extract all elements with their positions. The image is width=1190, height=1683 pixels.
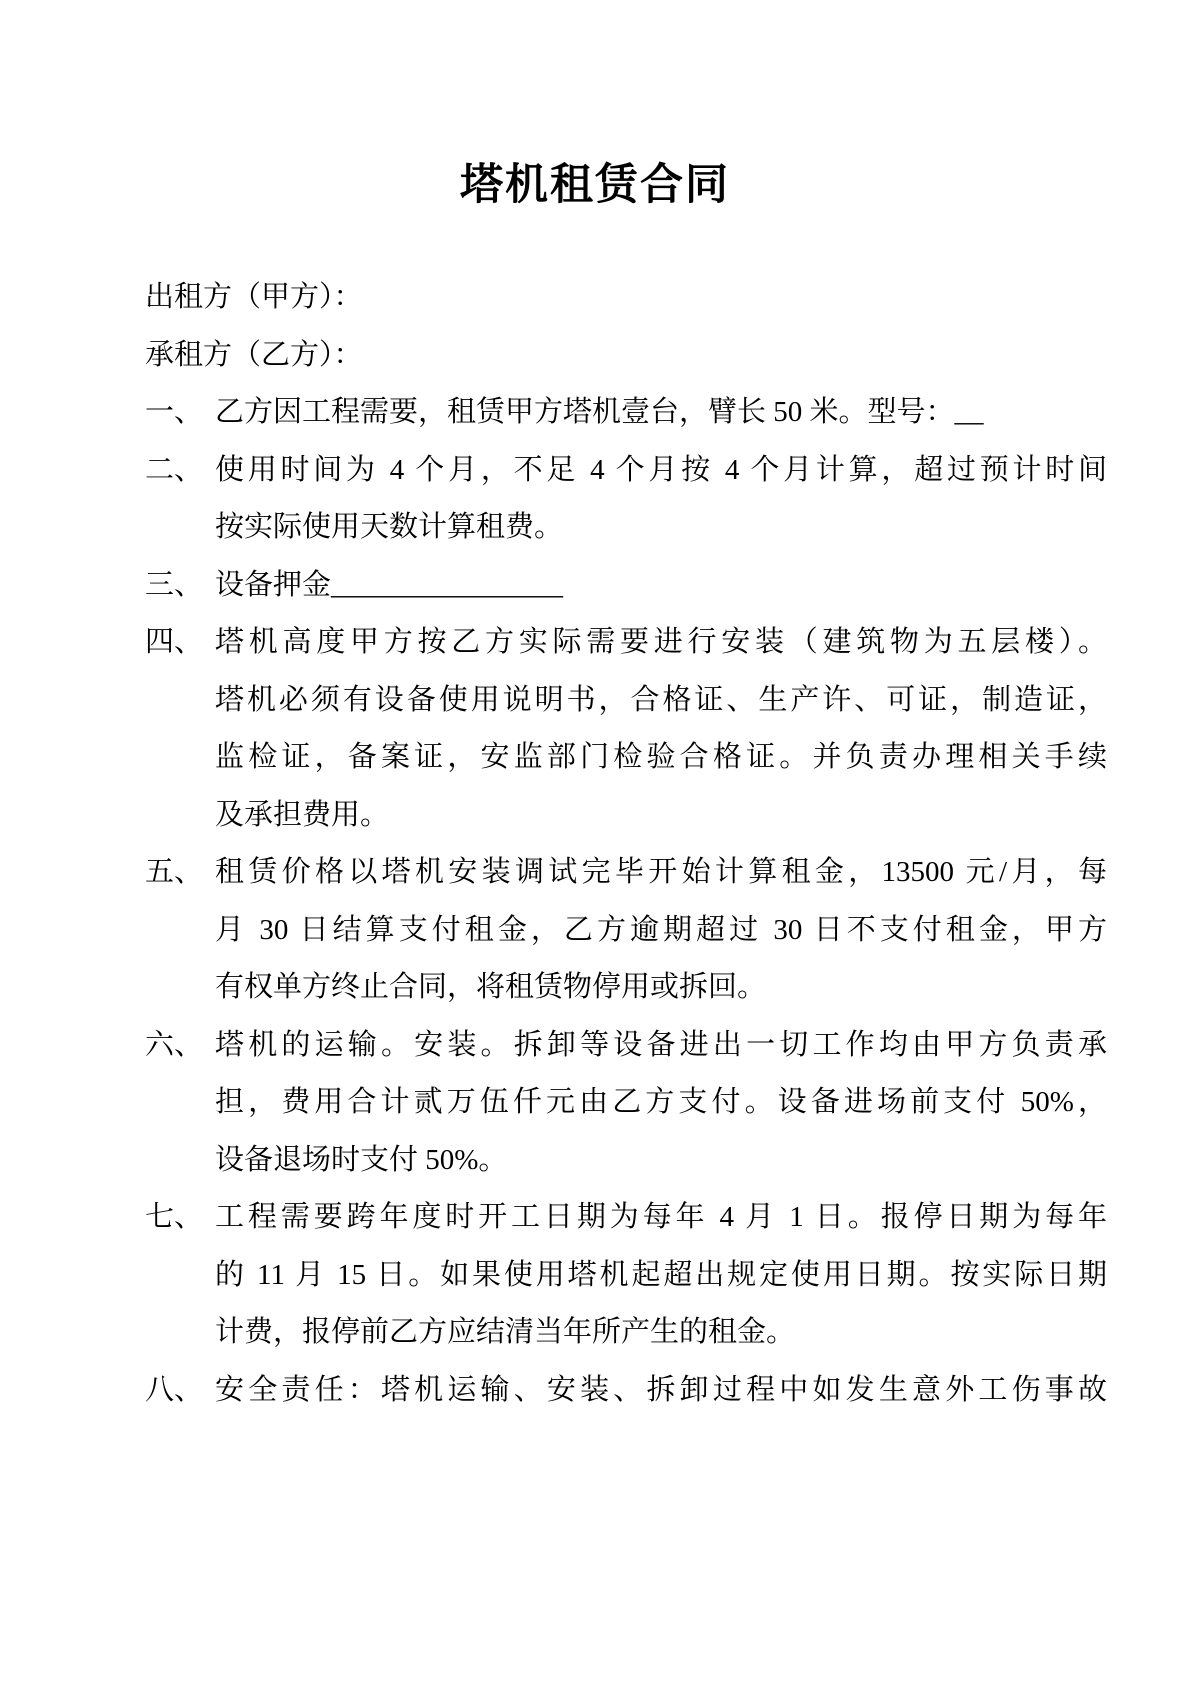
clause-text [215,557,1107,615]
clause-text-line: 按实际使用天数计算租费。 [215,511,564,543]
clause-item-1 [145,384,1107,442]
clause-text-line: 月 30 日结算支付租金，乙方逾期超过 30 日不支付租金，甲方 [215,913,1107,946]
clause-text-line: 租赁价格以塔机安装调试完毕开始计算租金，13500 元/月，每 [215,856,1107,888]
clause-text-line: 塔机的运输。安装。拆卸等设备进出一切工作均由甲方负责承 [215,1028,1107,1061]
clause-list [145,384,1107,1419]
document-title: 塔机租赁合同 [460,161,730,209]
clause-number: 一、 [145,396,204,428]
clause-text-line: 设备退场时支付 50%。 [215,1143,508,1176]
party-lessor-line: 出租方（甲方）： [145,281,363,313]
clause-text-line: 使用时间为 4 个月，不足 4 个月按 4 个月计算，超过预计时间 [215,453,1107,486]
clause-text [215,614,1107,844]
clause-item-6 [145,1017,1107,1190]
clause-number: 四、 [145,626,204,658]
clause-number: 六、 [145,1028,204,1061]
clause-text-line: 计费，报停前乙方应结清当年所产生的租金。 [215,1316,796,1348]
clause-text [215,442,1107,557]
clause-text-line: 监检证，备案证，安监部门检验合格证。并负责办理相关手续 [215,741,1107,773]
document-body [145,269,1107,1419]
clause-item-8 [145,1362,1107,1420]
clause-text [215,844,1107,1017]
clause-number: 七、 [145,1201,204,1233]
clause-text [215,384,1107,442]
clause-item-7 [145,1189,1107,1362]
clause-number: 二、 [145,453,204,486]
clause-number: 三、 [145,568,204,601]
clause-text-line: 塔机高度甲方按乙方实际需要进行安装（建筑物为五层楼）。 [215,626,1107,658]
clause-text-line: 担，费用合计贰万伍仟元由乙方支付。设备进场前支付 50%， [215,1086,1107,1118]
clause-text-line: 乙方因工程需要，租赁甲方塔机壹台，臂长 50 米。型号：__ [215,396,984,428]
clause-text-line: 设备押金________________ [215,568,564,601]
clause-number: 八、 [145,1373,204,1406]
clause-text-line: 塔机必须有设备使用说明书，合格证、生产许、可证，制造证， [215,683,1107,716]
clause-item-2 [145,442,1107,557]
clause-text-line: 工程需要跨年度时开工日期为每年 4 月 1 日。报停日期为每年 [215,1201,1107,1233]
clause-item-3 [145,557,1107,615]
clause-text-line: 安全责任：塔机运输、安装、拆卸过程中如发生意外工伤事故 [215,1373,1107,1406]
clause-text-line: 有权单方终止合同，将租赁物停用或拆回。 [215,971,767,1003]
clause-text [215,1017,1107,1190]
clause-text-line: 的 11 月 15 日。如果使用塔机起超出规定使用日期。按实际日期 [215,1258,1107,1291]
clause-text-line: 及承担费用。 [215,798,390,831]
party-lessee-line: 承租方（乙方）： [145,338,363,371]
clause-text [215,1189,1107,1362]
clause-item-5 [145,844,1107,1017]
clause-text [215,1362,1107,1420]
clause-number: 五、 [145,856,204,888]
clause-item-4 [145,614,1107,844]
